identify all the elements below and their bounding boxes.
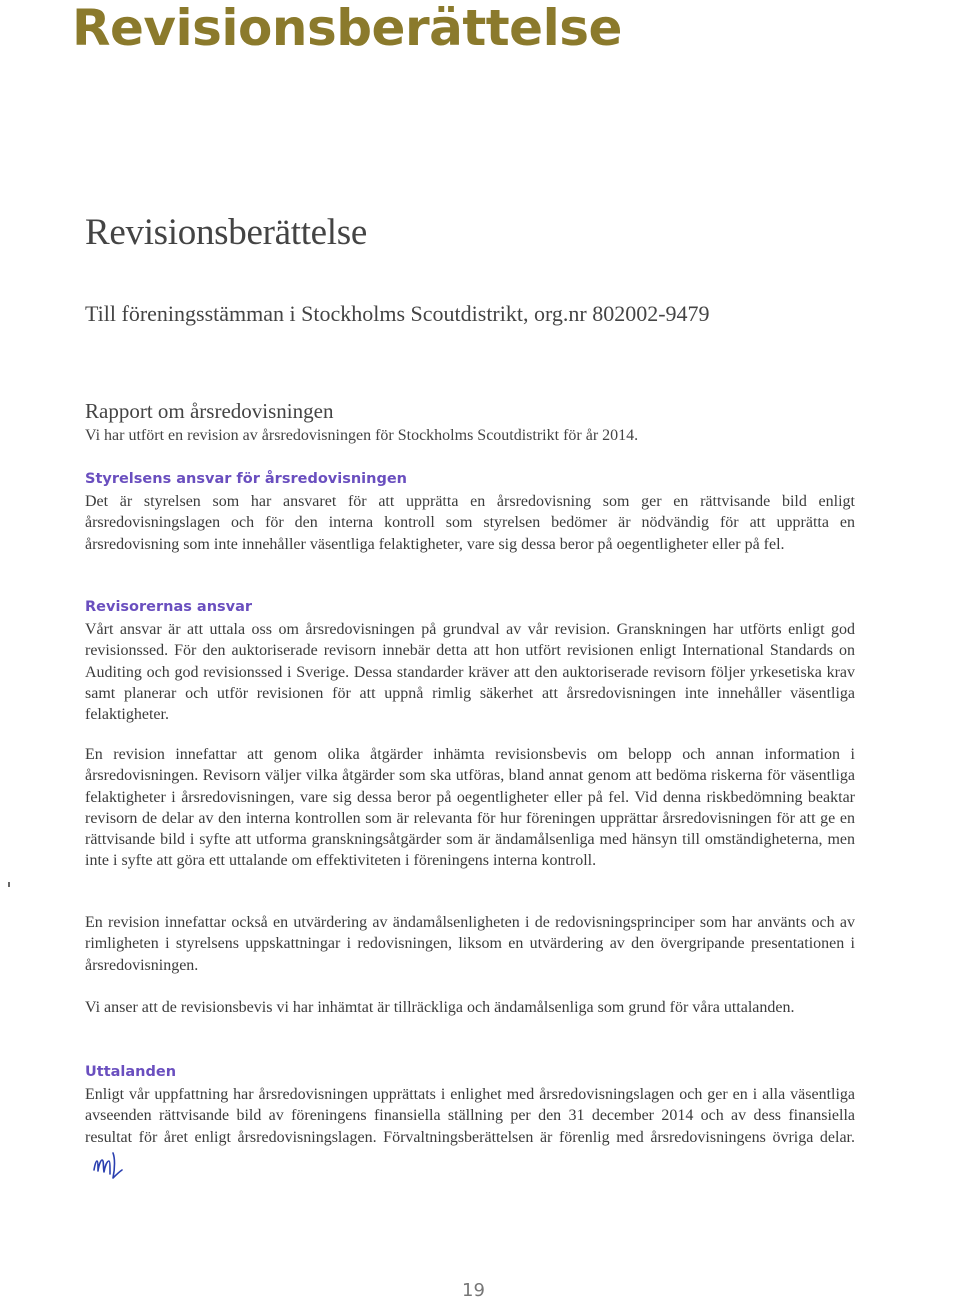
section-paragraph — [85, 1084, 855, 1180]
intro-paragraph: Vi har utfört en revision av årsredovisningen för Stockholms Scoutdistrikt för år 2014. — [85, 427, 639, 444]
page-number: 19 — [462, 1280, 485, 1301]
section-paragraph: En revision innefattar också en utvärdering av ändamålsenligheten i de redovisningsprinciper som har använts och av rimligheten i styrelsens uppskattningar i redovisningen, liksom en utvärdering av den övergripande presentationen i årsredovisningen. — [85, 914, 855, 974]
section-audit-scope — [85, 744, 855, 872]
report-heading: Rapport om årsredovisningen — [85, 399, 334, 423]
page-header-title: Revisionsberättelse — [72, 0, 622, 57]
handwritten-initials-signature — [91, 1148, 125, 1180]
document-title: Revisionsberättelse — [85, 212, 368, 253]
section-audit-evaluation — [85, 912, 855, 976]
scan-mark — [8, 882, 10, 887]
section-paragraph: En revision innefattar att genom olika åtgärder inhämta revisionsbevis om belopp och annan information i årsredovisningen. Revisorn väljer vilka åtgärder som ska utföras, bland annat genom att bedöma riskerna för väsentliga felaktigheter i årsredovisningen, vare sig dessa beror på oegentligheter eller på fel. Vid denna riskbedömning beaktar revisorn de delar av den interna kontrollen som är relevanta för hur föreningen upprättar årsredovisningen för att ge en rättvisande bild i syfte att utforma granskningsåtgärder som är ändamålsenliga med hänsyn till omständigheterna, men inte i syfte att göra ett uttalande om effektiviteten i föreningens interna kontroll. — [85, 746, 855, 870]
opinion-text: Enligt vår uppfattning har årsredovisningen upprättats i enlighet med årsredovisningslagen och ger en i alla väsentliga avseenden rättvisande bild av föreningens finansiella ställning per den 31 december 2014 och av dess finansiella resultat för året enligt årsredovisningslagen. Förvaltningsberättelsen är förenlig med årsredovisningens övriga delar. — [85, 1086, 855, 1146]
section-heading: Uttalanden — [85, 1064, 177, 1080]
section-paragraph: Det är styrelsen som har ansvaret för att upprätta en årsredovisning som ger en rättvisande bild enligt årsredovisningslagen och för den interna kontroll som styrelsen bedömer är nödvändig för att upprätta en årsredovisning som inte innehåller väsentliga felaktigheter, vare sig dessa beror på oegentligheter eller på fel. — [85, 493, 855, 553]
section-heading: Styrelsens ansvar för årsredovisningen — [85, 471, 407, 487]
section-audit-evidence — [85, 997, 855, 1018]
section-paragraph: Vi anser att de revisionsbevis vi har inhämtat är tillräckliga och ändamålsenliga som grund för våra uttalanden. — [85, 999, 795, 1016]
addressee-line: Till föreningsstämman i Stockholms Scoutdistrikt, org.nr 802002-9479 — [85, 301, 710, 326]
section-board-responsibility — [85, 470, 855, 555]
section-paragraph: Vårt ansvar är att uttala oss om årsredovisningen på grundval av vår revision. Granskningen har utförts enligt god revisionssed. För den auktoriserade revisorn innebär detta att hon utfört revisionen enligt International Standards on Auditing och god revisionssed i Sverige. Dessa standarder kräver att den auktoriserade revisorn följer yrkesetiska krav samt planerar och utför revisionen för att uppnå rimlig säkerhet att årsredovisningen inte innehåller väsentliga felaktigheter. — [85, 621, 855, 724]
section-auditors-responsibility — [85, 598, 855, 725]
section-heading: Revisorernas ansvar — [85, 599, 253, 615]
section-opinions — [85, 1063, 855, 1180]
